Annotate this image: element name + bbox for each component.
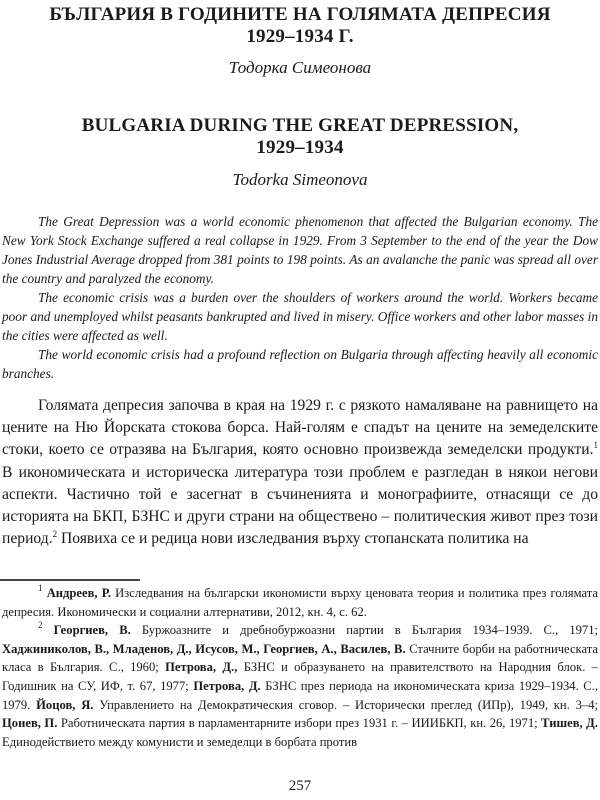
footnote-text: Буржоазните и дребнобуржоазни партии в България 1934–1939. С., 1971; <box>130 623 599 638</box>
title-english-line2: 1929–1934 <box>256 137 344 158</box>
footnote-text: БЗНС и образуването на правителството на Народния блок. – Годишник на СУ, ИФ, т. 67, 1977; <box>2 660 598 693</box>
footnote-author: Хаджиниколов, В., Младенов, Д., Исусов, М., Георгиев, А., Василев, В. <box>2 641 406 656</box>
footnote-text: Работническата партия в парламентарните избори през 1931 г. – ИИИБКП, кн. 26, 1971; <box>57 716 542 731</box>
footnote-author: Цонев, П. <box>2 716 58 731</box>
footnote-text: Стачните борби на работническата класа в България. С., 1960; <box>2 641 598 675</box>
footnote-text: Управлението на Демократическия сговор. – Исторически преглед (ИПр), 1949, кн. 3–4; <box>93 697 598 712</box>
body-text-part1: Голямата депресия започва в края на 1929 г. с рязкото намаляване на равнището на цените на Ню Йорската стокова борса. Най-голям е спадът на цените на земеделските стоки, което се отразява на България, която основно произвежда земеделски продукти. <box>2 397 598 459</box>
footnote-text: Изследвания на български икономисти върху ценовата теория и политика през голямата депресия. Икономически и социални алтернативи, 2012, кн. 4, с. 62. <box>2 586 598 619</box>
abstract-paragraph: The economic crisis was a burden over the shoulders of workers around the world. Workers became poor and unemployed whilst peasants bankrupted and lived in misery. Office workers and other labor masses in the cities were affected as well. <box>2 290 598 343</box>
footnote-divider <box>0 579 140 581</box>
body-paragraph <box>2 395 598 550</box>
footnote-text: БЗНС през периода на икономическата криза 1929–1934. С., 1979. <box>2 678 598 712</box>
author-bulgarian: Тодорка Симеонова <box>228 58 372 77</box>
footnotes <box>2 584 598 751</box>
author-english: Todorka Simeonova <box>232 170 368 189</box>
footnote-1 <box>2 584 598 621</box>
footnote-ref-2[interactable]: 2 <box>52 529 58 540</box>
footnote-author: Петрова, Д., <box>165 660 238 675</box>
footnote-number: 2 <box>38 620 43 631</box>
footnote-ref-1[interactable]: 1 <box>593 440 598 451</box>
body-text-part2: В икономическата и историческа литература този проблем е разгледан в някои негови аспекти. Частично той е засегнат в съчиненията и монографиите, отнасящи се до историята на БКП, БЗНС и други страни на обществено – политическия живот през този период. <box>2 463 598 548</box>
footnote-text: Единодействието между комунисти и земеделци в борбата против <box>2 734 358 749</box>
body-text-part3: Появиха се и редица нови изследвания върху стопанската политика на <box>57 530 529 548</box>
title-bulgarian-line1: БЪЛГАРИЯ В ГОДИНИТЕ НА ГОЛЯМАТА ДЕПРЕСИЯ <box>49 4 551 25</box>
footnote-author: Тишев, Д. <box>541 716 598 731</box>
title-english <box>0 115 600 159</box>
footnote-author: Петрова, Д. <box>193 678 261 693</box>
abstract <box>2 212 598 383</box>
abstract-paragraph: The world economic crisis had a profound reflection on Bulgaria through affecting heavily all economic branches. <box>2 347 598 381</box>
footnote-author: Георгиев, В. <box>53 623 131 638</box>
page-number: 257 <box>288 778 312 794</box>
body-text <box>2 395 598 550</box>
footnote-2 <box>2 621 598 751</box>
title-english-line1: BULGARIA DURING THE GREAT DEPRESSION, <box>81 115 519 136</box>
footnote-number: 1 <box>38 583 43 593</box>
footnote-author: Андреев, Р. <box>46 586 111 600</box>
abstract-paragraph: The Great Depression was a world economic phenomenon that affected the Bulgarian economy. The New York Stock Exchange suffered a real collapse in 1929. From 3 September to the end of the year the Dow Jones Industrial Average dropped from 381 points to 198 points. As an avalanche the panic was spread all over the country and paralyzed the economy. <box>2 214 598 286</box>
footnote-author: Йоцов, Я. <box>36 697 94 712</box>
title-bulgarian-line2: 1929–1934 Г. <box>246 26 354 47</box>
title-bulgarian <box>0 4 600 48</box>
